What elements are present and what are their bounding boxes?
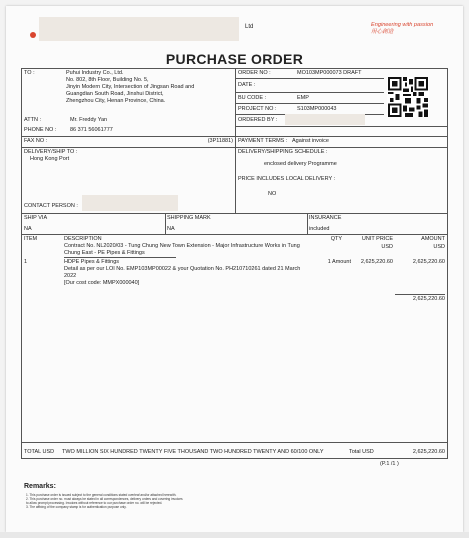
ship-via-value: NA: [24, 226, 32, 232]
date-label: DATE :: [238, 82, 256, 88]
shipping-mark-label: SHIPPING MARK: [167, 215, 211, 221]
page-title: PURCHASE ORDER: [165, 51, 304, 67]
supplier-address-2: Jinyin Modern City, Intersection of Jingsan Road and: [66, 84, 195, 90]
remark-line-1: 1. This purchase order is issued subject to the general conditions stated overleaf and/or attached herewith.: [26, 493, 177, 497]
bu-code-label: BU CODE :: [238, 95, 267, 101]
col-qty-header: QTY: [330, 236, 342, 242]
redacted-contact-person: [82, 195, 178, 211]
supplier-address-1: No. 802, 8th Floor, Building No. 5,: [66, 77, 149, 83]
supplier-name: Puhui Industry Co., Ltd.: [66, 70, 124, 76]
amount-currency: USD: [433, 244, 445, 250]
subtotal-amount: 2,625,220.60: [412, 296, 445, 302]
col-amount-header: AMOUNT: [421, 236, 445, 242]
contract-description: Contract No. NL2020/03 - Tung Chung New Town Extension - Major Infrastructure Works in Tung Chung East - PE Pipes & Fittings: [64, 243, 300, 256]
phone-label: PHONE NO :: [24, 127, 57, 133]
item-title: HDPE Pipes & Fittings: [64, 259, 120, 265]
total-amount: 2,625,220.60: [412, 449, 445, 455]
attn-label: ATTN :: [24, 117, 42, 123]
redacted-company-name: [39, 17, 239, 41]
item-amount: 2,625,220.60: [412, 259, 445, 265]
redacted-ordered-by: [285, 114, 365, 125]
to-label: TO :: [24, 70, 35, 76]
payment-terms-value: Against invoice: [292, 138, 329, 144]
bu-code-value: EMP: [297, 95, 309, 101]
item-qty: 1 Amount: [327, 259, 351, 265]
page-bottom-edge: [0, 532, 469, 538]
page-number: (P.1 /1 ): [380, 461, 399, 467]
phone-value: 86 371 56061777: [70, 127, 113, 133]
remark-line-2: 2. This purchase order no. must always be stated in all correspondences, delivery orders and covering invoices: [26, 497, 183, 501]
item-number: 1: [24, 259, 28, 265]
ship-via-label: SHIP VIA: [24, 215, 48, 221]
total-usd-label: TOTAL USD: [24, 449, 55, 455]
order-no-label: ORDER NO :: [238, 70, 271, 76]
payment-terms-label: PAYMENT TERMS :: [238, 138, 288, 144]
insurance-value: included: [309, 226, 330, 232]
insurance-label: INSURANCE: [309, 215, 342, 221]
item-detail: Detail as per our LOI No. EMP103MP00022 & your Quotation No. PH210710261 dated 21 March 2022: [64, 266, 301, 279]
fax-label: FAX NO :: [24, 138, 48, 144]
qr-code-icon: [387, 77, 429, 117]
item-cost-code: [Our cost code: MMPX000040]: [64, 280, 140, 286]
shipping-mark-value: NA: [167, 226, 175, 232]
order-no-value: MO103MP000073 DRAFT: [297, 70, 362, 76]
item-unit-price: 2,625,220.60: [360, 259, 393, 265]
tagline-en: Engineering with passion: [371, 22, 434, 28]
company-logo-icon: [30, 32, 36, 38]
remarks-title: Remarks:: [24, 483, 56, 490]
schedule-value: enclosed delivery Programme: [264, 161, 337, 167]
supplier-address-4: Zhengzhou City, Henan Province, China.: [66, 98, 166, 104]
tagline-cn: 用心創造: [371, 29, 394, 35]
ship-to-label: DELIVERY/SHIP TO :: [24, 149, 78, 155]
remark-line-3: to allow prompt processing. Invoices without reference to our purchase order no. will be rejected.: [26, 501, 163, 505]
total-label: Total USD: [349, 449, 374, 455]
schedule-label: DELIVERY/SHIPPING SCHEDULE :: [238, 149, 328, 155]
col-item-header: ITEM: [24, 236, 38, 242]
contact-person-label: CONTACT PERSON :: [24, 203, 78, 209]
col-unit-price-header: UNIT PRICE: [361, 236, 393, 242]
total-amount-words: TWO MILLION SIX HUNDRED TWENTY FIVE THOUSAND TWO HUNDRED TWENTY AND 60/100 ONLY: [62, 449, 324, 455]
project-no-label: PROJECT NO :: [238, 106, 277, 112]
remark-line-4: 3. The affixing of the company stamp is for authentication purpose only.: [26, 505, 127, 509]
local-delivery-label: PRICE INCLUDES LOCAL DELIVERY :: [238, 176, 336, 182]
ordered-by-label: ORDERED BY :: [238, 117, 278, 123]
fax-ref: (3P11881): [207, 138, 233, 144]
unit-price-currency: USD: [381, 244, 393, 250]
supplier-address-3: Guangdian South Road, Jinshui District,: [66, 91, 164, 97]
project-no-value: S103MP000043: [297, 106, 337, 112]
col-description-header: DESCRIPTION: [64, 236, 102, 242]
ship-to-value: Hong Kong Port: [30, 156, 70, 162]
company-suffix: Ltd: [245, 24, 254, 30]
local-delivery-value: NO: [268, 191, 277, 197]
attn-value: Mr. Freddy Yan: [70, 117, 108, 123]
